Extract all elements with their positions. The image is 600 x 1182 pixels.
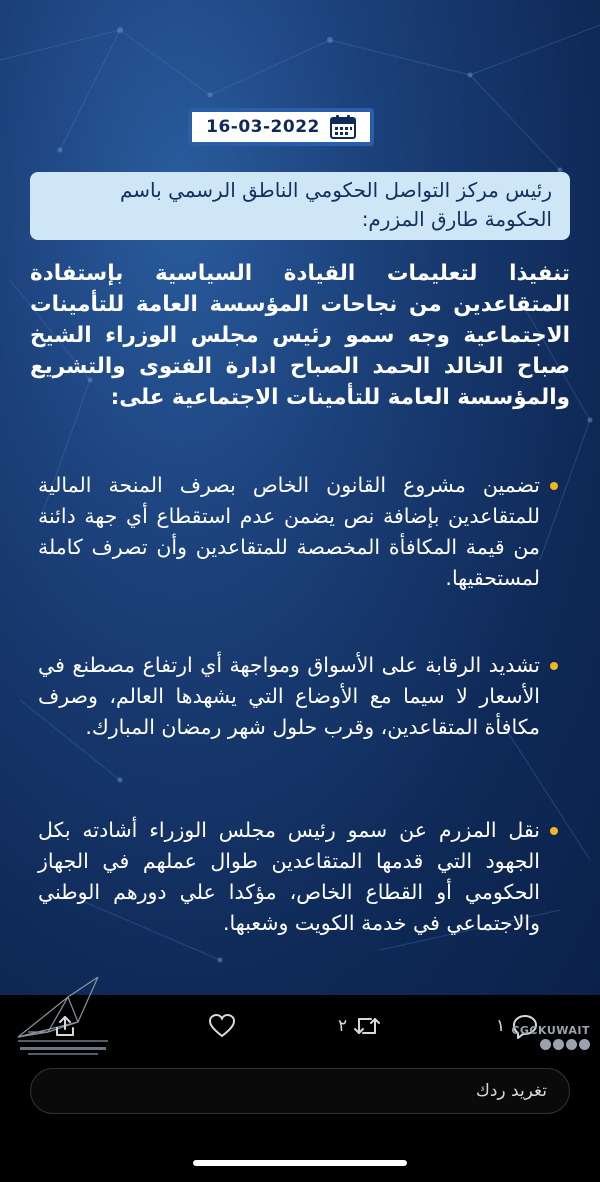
social-icons [540, 1039, 590, 1050]
retweet-count: ٢ [338, 1016, 348, 1036]
post-date: 16-03-2022 [206, 117, 320, 137]
share-button[interactable] [54, 1010, 82, 1042]
reply-input[interactable] [30, 1068, 570, 1114]
retweet-icon [353, 1014, 381, 1038]
facebook-icon [579, 1039, 590, 1050]
like-button[interactable] [208, 1010, 242, 1042]
reply-placeholder: تغريد ردك [475, 1081, 547, 1101]
bullet-point-3: نقل المزرم عن سمو رئيس مجلس الوزراء أشادته بكل الجهود التي قدمها المتقاعدين طوال عملهم في الجهاز الحكومي أو القطاع الخاص، مؤكدا علي دورهم الوطني والاجتماعي في خدمة الكويت وشعبها. [38, 815, 558, 939]
share-icon [54, 1014, 76, 1038]
brand-handle: CGCKUWAIT [511, 1024, 590, 1037]
home-indicator[interactable] [193, 1160, 407, 1166]
retweet-button[interactable] [338, 1010, 381, 1042]
youtube-icon [566, 1039, 577, 1050]
bullet-point-1: تضمين مشروع القانون الخاص بصرف المنحة المالية للمتقاعدين بإضافة نص يضمن عدم استقطاع أي جهة دائنة من قيمة المكافأة المخصصة للمتقاعدين وأن تصرف كاملة لمستحقيها. [38, 470, 558, 594]
post-title: رئيس مركز التواصل الحكومي الناطق الرسمي باسم الحكومة طارق المزرم: [30, 172, 570, 240]
reply-count: ١ [496, 1016, 506, 1036]
date-badge [188, 108, 374, 146]
heart-icon [208, 1013, 236, 1039]
post-intro: تنفيذا لتعليمات القيادة السياسية بإستفادة المتقاعدين من نجاحات المؤسسة العامة للتأمينات الاجتماعية وجه سمو رئيس مجلس الوزراء الشيخ صباح الخالد الحمد الصباح ادارة الفتوى والتشريع والمؤسسة العامة للتأمينات الاجتماعية على: [30, 261, 570, 410]
bullet-point-2: تشديد الرقابة على الأسواق ومواجهة أي ارتفاع مصطنع في الأسعار لا سيما مع الأوضاع التي يشهدها العالم، وصرف مكافأة المتقاعدين، وقرب حلول شهر رمضان المبارك. [38, 650, 558, 743]
calendar-icon [330, 115, 356, 139]
twitter-icon [553, 1039, 564, 1050]
instagram-icon [540, 1039, 551, 1050]
